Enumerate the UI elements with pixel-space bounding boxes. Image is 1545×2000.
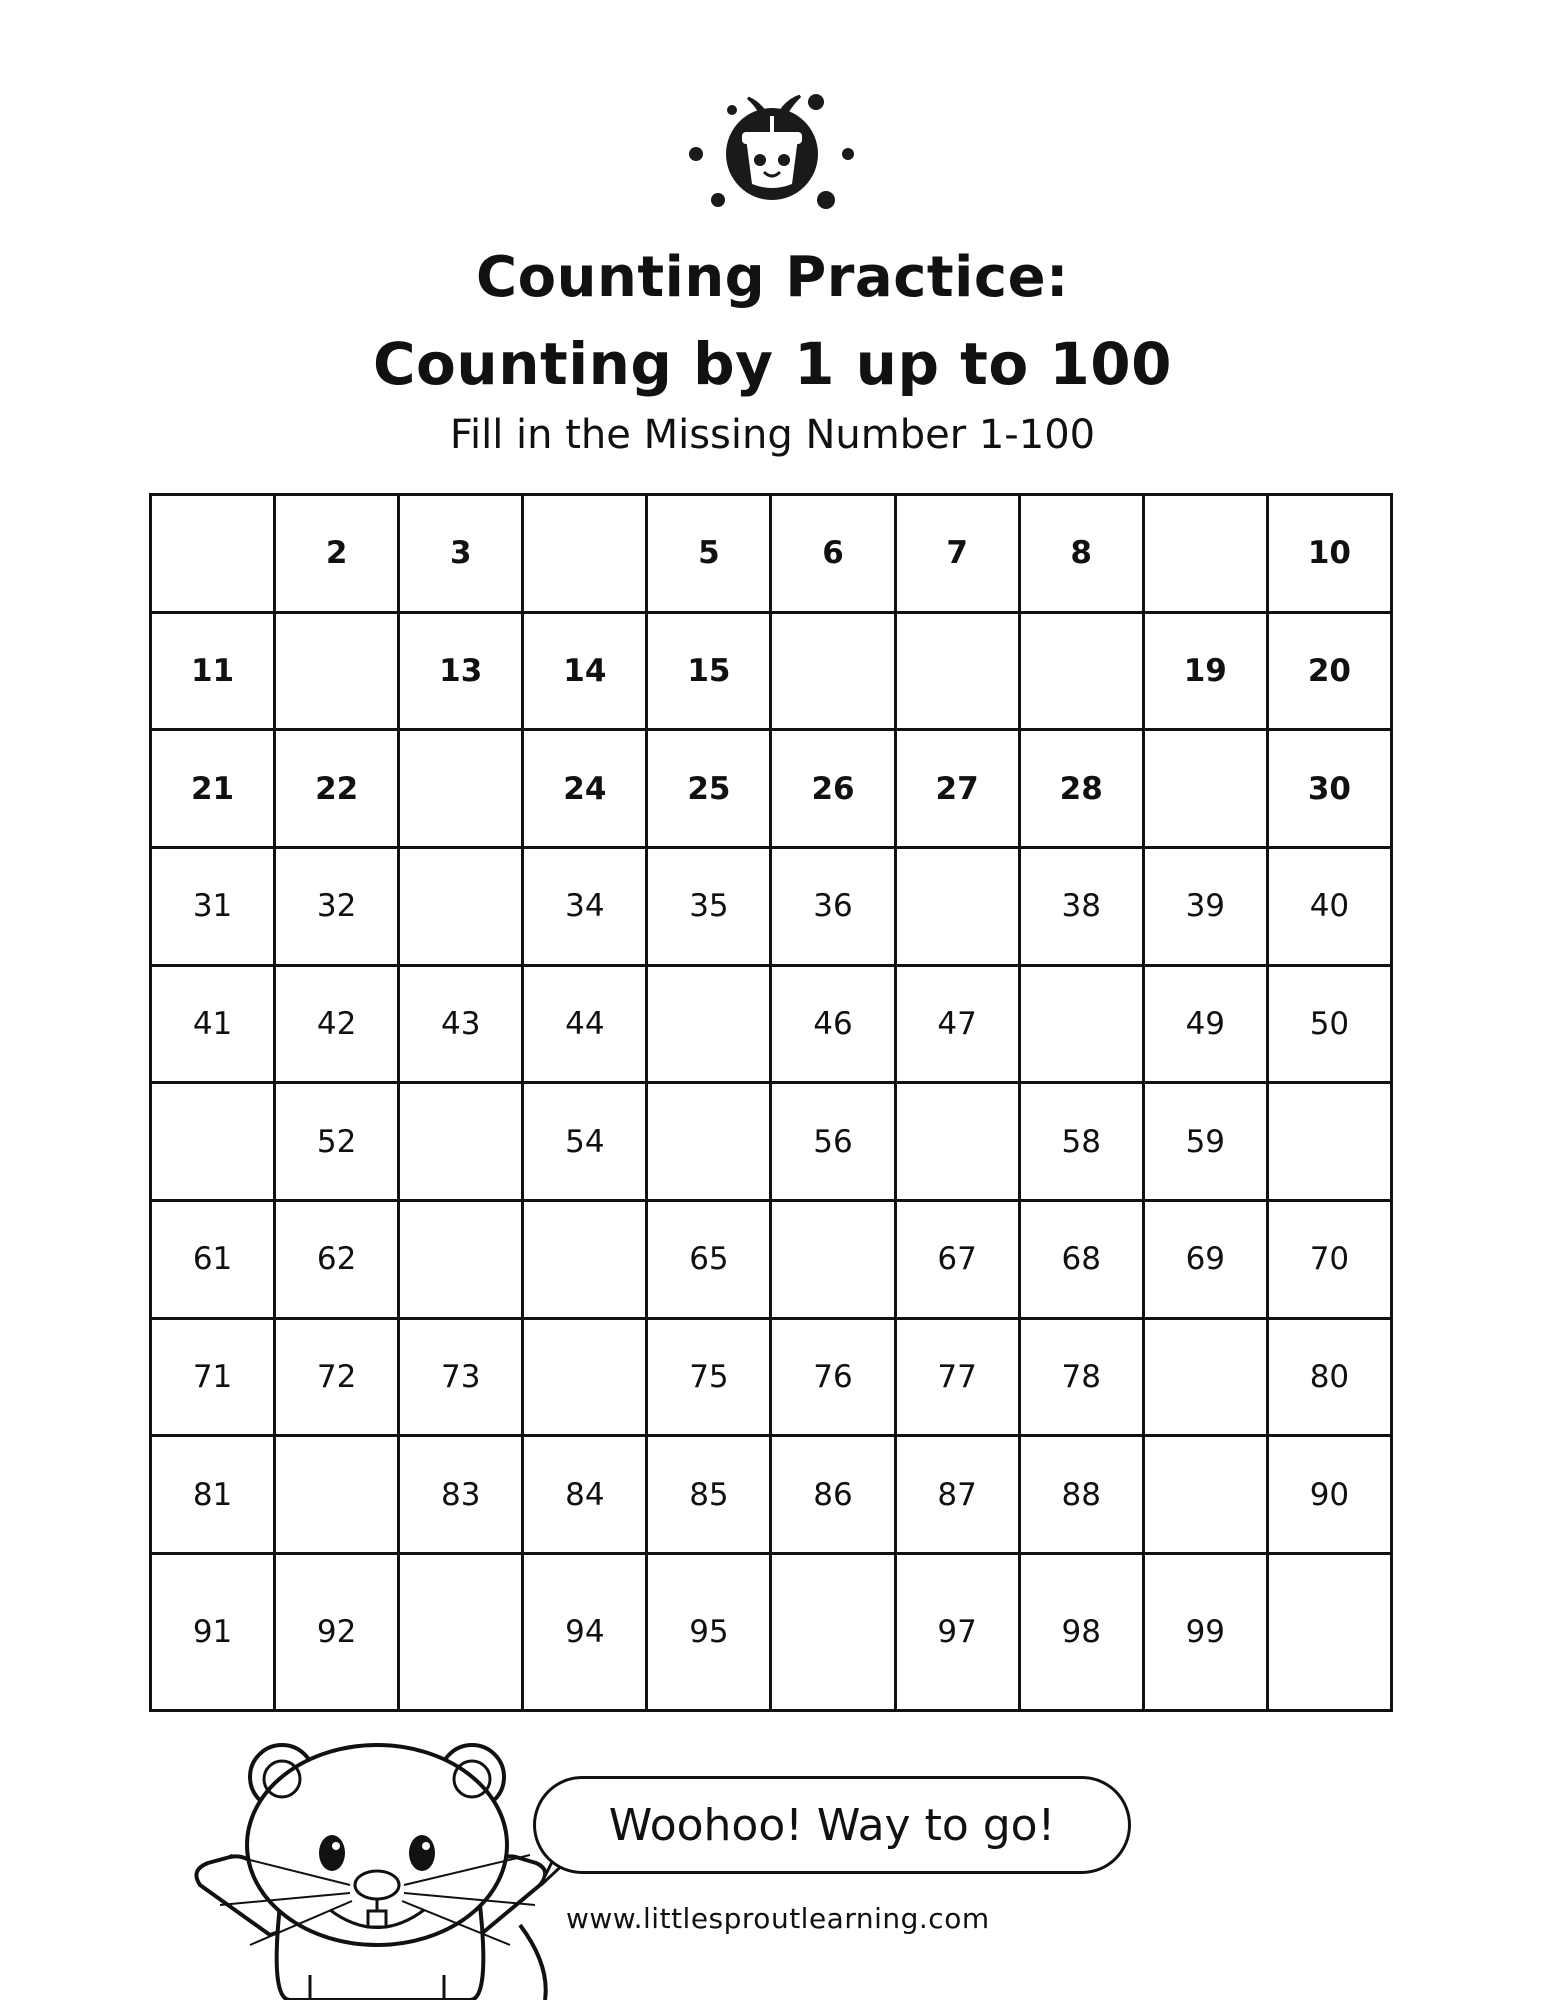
grid-cell-blank[interactable]	[895, 612, 1019, 730]
grid-cell-blank[interactable]	[647, 1083, 771, 1201]
grid-cell-blank[interactable]	[523, 495, 647, 613]
grid-cell: 56	[771, 1083, 895, 1201]
grid-cell: 26	[771, 730, 895, 848]
grid-cell: 72	[275, 1318, 399, 1436]
grid-cell: 44	[523, 965, 647, 1083]
grid-cell: 43	[399, 965, 523, 1083]
grid-cell: 61	[151, 1201, 275, 1319]
grid-cell: 78	[1019, 1318, 1143, 1436]
grid-cell: 32	[275, 848, 399, 966]
grid-cell-blank[interactable]	[399, 1554, 523, 1711]
hamster-mascot-icon	[190, 1735, 570, 2000]
grid-cell-blank[interactable]	[275, 612, 399, 730]
grid-cell: 95	[647, 1554, 771, 1711]
grid-cell: 73	[399, 1318, 523, 1436]
grid-cell-blank[interactable]	[771, 1201, 895, 1319]
grid-row	[151, 1083, 1392, 1201]
grid-cell: 68	[1019, 1201, 1143, 1319]
grid-row	[151, 1201, 1392, 1319]
grid-row	[151, 730, 1392, 848]
grid-row	[151, 1436, 1392, 1554]
grid-cell-blank[interactable]	[523, 1318, 647, 1436]
grid-cell: 7	[895, 495, 1019, 613]
grid-cell: 49	[1143, 965, 1267, 1083]
grid-cell-blank[interactable]	[771, 1554, 895, 1711]
speech-bubble	[533, 1776, 1131, 1874]
grid-cell: 41	[151, 965, 275, 1083]
page-title-line-1: Counting Practice:	[476, 245, 1069, 310]
grid-cell: 21	[151, 730, 275, 848]
grid-cell: 31	[151, 848, 275, 966]
grid-cell: 84	[523, 1436, 647, 1554]
grid-cell: 50	[1267, 965, 1391, 1083]
grid-cell: 13	[399, 612, 523, 730]
grid-cell-blank[interactable]	[399, 848, 523, 966]
grid-cell-blank[interactable]	[151, 495, 275, 613]
grid-cell: 15	[647, 612, 771, 730]
grid-cell-blank[interactable]	[1019, 965, 1143, 1083]
grid-cell: 24	[523, 730, 647, 848]
grid-row	[151, 612, 1392, 730]
grid-row	[151, 848, 1392, 966]
grid-cell: 40	[1267, 848, 1391, 966]
grid-cell: 39	[1143, 848, 1267, 966]
grid-cell: 70	[1267, 1201, 1391, 1319]
grid-cell: 11	[151, 612, 275, 730]
grid-cell: 34	[523, 848, 647, 966]
grid-cell: 28	[1019, 730, 1143, 848]
grid-cell: 85	[647, 1436, 771, 1554]
grid-cell-blank[interactable]	[523, 1201, 647, 1319]
number-grid	[149, 493, 1393, 1712]
grid-cell: 42	[275, 965, 399, 1083]
grid-cell: 14	[523, 612, 647, 730]
website-url: www.littlesproutlearning.com	[566, 1902, 990, 1935]
grid-cell: 75	[647, 1318, 771, 1436]
grid-cell-blank[interactable]	[895, 848, 1019, 966]
grid-cell: 92	[275, 1554, 399, 1711]
grid-cell: 62	[275, 1201, 399, 1319]
grid-cell: 91	[151, 1554, 275, 1711]
grid-cell: 30	[1267, 730, 1391, 848]
grid-cell-blank[interactable]	[1267, 1554, 1391, 1711]
grid-cell: 71	[151, 1318, 275, 1436]
grid-cell-blank[interactable]	[895, 1083, 1019, 1201]
grid-cell: 58	[1019, 1083, 1143, 1201]
grid-cell: 20	[1267, 612, 1391, 730]
grid-cell: 54	[523, 1083, 647, 1201]
grid-cell: 99	[1143, 1554, 1267, 1711]
grid-cell: 88	[1019, 1436, 1143, 1554]
grid-cell-blank[interactable]	[1019, 612, 1143, 730]
grid-cell: 47	[895, 965, 1019, 1083]
grid-row	[151, 1554, 1392, 1711]
grid-cell: 69	[1143, 1201, 1267, 1319]
grid-cell: 81	[151, 1436, 275, 1554]
grid-cell: 98	[1019, 1554, 1143, 1711]
grid-cell: 94	[523, 1554, 647, 1711]
grid-cell-blank[interactable]	[399, 1201, 523, 1319]
grid-cell: 22	[275, 730, 399, 848]
grid-cell: 25	[647, 730, 771, 848]
grid-row	[151, 965, 1392, 1083]
speech-bubble-text: Woohoo! Way to go!	[608, 1799, 1056, 1851]
grid-cell: 87	[895, 1436, 1019, 1554]
grid-cell: 90	[1267, 1436, 1391, 1554]
grid-cell-blank[interactable]	[1143, 730, 1267, 848]
grid-cell: 65	[647, 1201, 771, 1319]
grid-cell: 3	[399, 495, 523, 613]
grid-cell: 10	[1267, 495, 1391, 613]
grid-cell: 38	[1019, 848, 1143, 966]
grid-cell: 97	[895, 1554, 1019, 1711]
grid-cell: 59	[1143, 1083, 1267, 1201]
grid-cell-blank[interactable]	[1267, 1083, 1391, 1201]
grid-row	[151, 1318, 1392, 1436]
grid-cell: 36	[771, 848, 895, 966]
page-subtitle: Fill in the Missing Number 1-100	[449, 412, 1096, 458]
grid-cell-blank[interactable]	[399, 1083, 523, 1201]
grid-cell: 86	[771, 1436, 895, 1554]
grid-cell: 27	[895, 730, 1019, 848]
grid-cell-blank[interactable]	[151, 1083, 275, 1201]
grid-cell: 67	[895, 1201, 1019, 1319]
grid-cell: 5	[647, 495, 771, 613]
grid-cell: 19	[1143, 612, 1267, 730]
grid-cell: 2	[275, 495, 399, 613]
grid-cell: 35	[647, 848, 771, 966]
grid-cell: 52	[275, 1083, 399, 1201]
grid-cell-blank[interactable]	[771, 612, 895, 730]
grid-cell-blank[interactable]	[1143, 495, 1267, 613]
grid-cell: 46	[771, 965, 895, 1083]
sprout-pot-logo-icon	[688, 76, 856, 216]
grid-cell-blank[interactable]	[275, 1436, 399, 1554]
grid-cell: 77	[895, 1318, 1019, 1436]
grid-cell: 76	[771, 1318, 895, 1436]
grid-cell-blank[interactable]	[1143, 1436, 1267, 1554]
grid-row	[151, 495, 1392, 613]
grid-cell: 6	[771, 495, 895, 613]
grid-cell: 80	[1267, 1318, 1391, 1436]
page-title-line-2: Counting by 1 up to 100	[372, 330, 1172, 398]
grid-cell: 83	[399, 1436, 523, 1554]
grid-cell-blank[interactable]	[1143, 1318, 1267, 1436]
grid-cell-blank[interactable]	[647, 965, 771, 1083]
grid-cell: 8	[1019, 495, 1143, 613]
grid-cell-blank[interactable]	[399, 730, 523, 848]
